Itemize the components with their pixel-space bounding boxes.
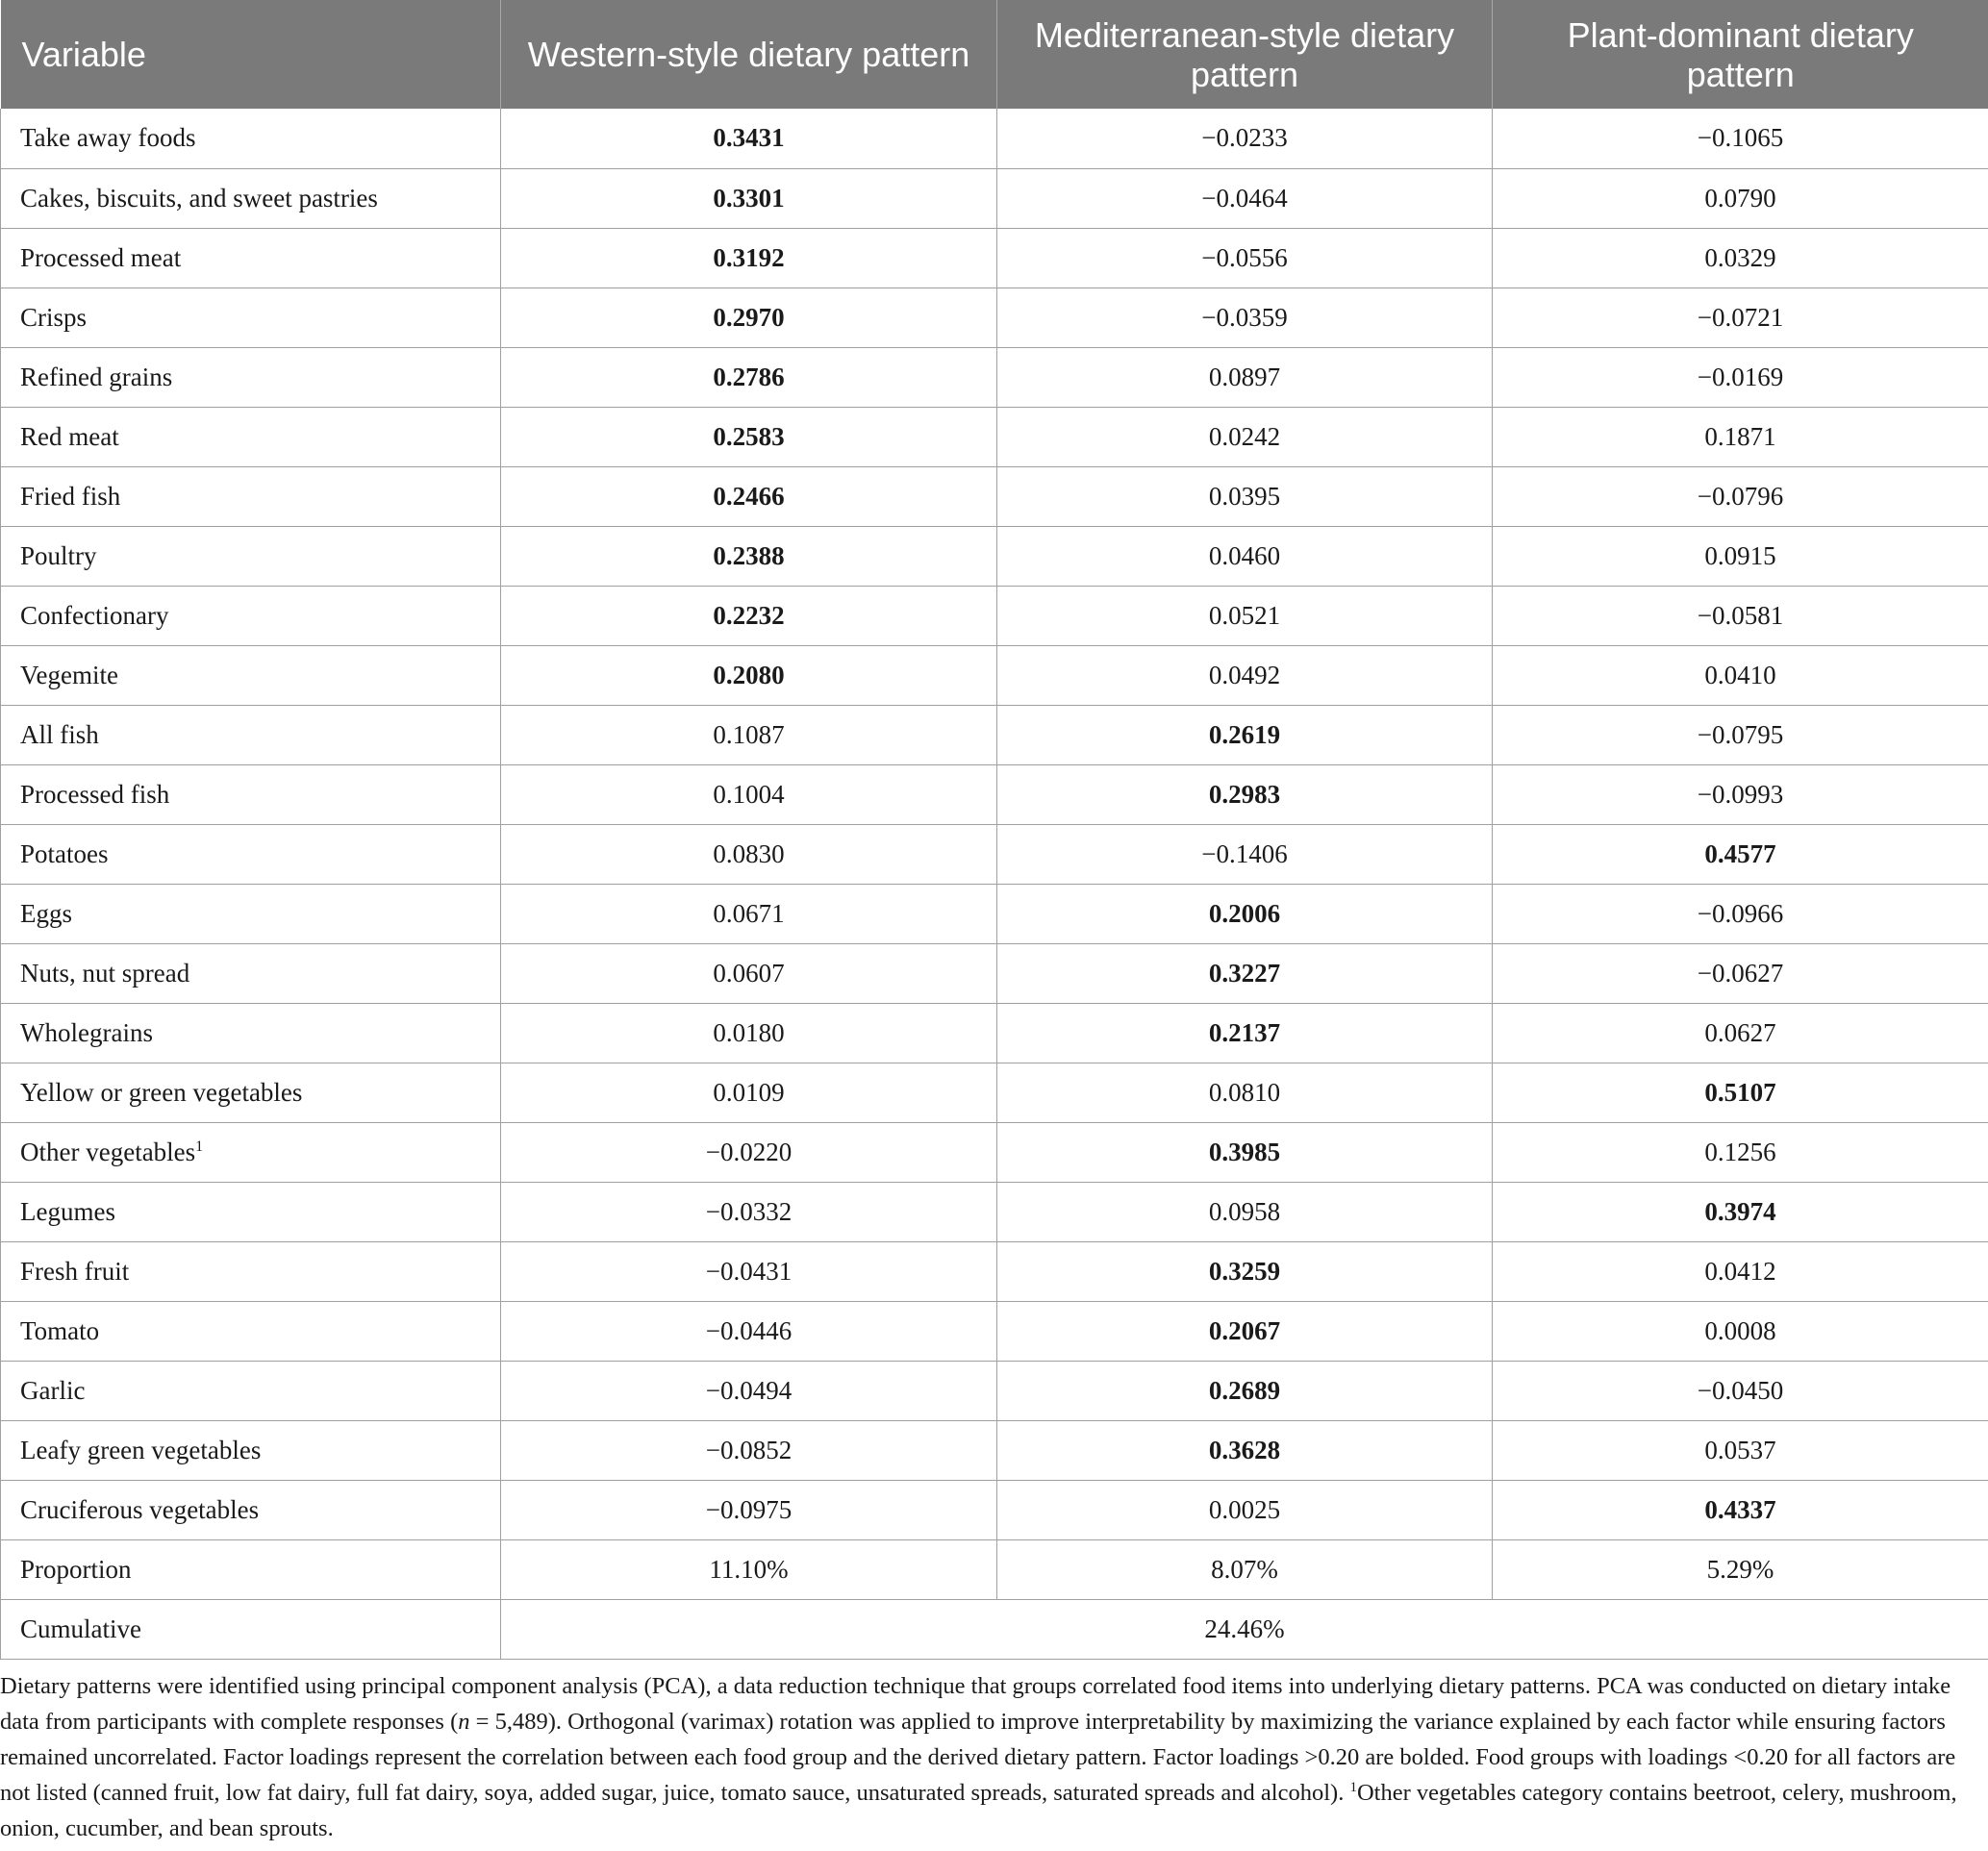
plant-cell: 0.0915 — [1493, 526, 1988, 586]
variable-cell — [1, 466, 501, 526]
plant-cell: 0.4577 — [1493, 824, 1988, 884]
variable-cell — [1, 347, 501, 407]
table-row — [1, 586, 1988, 645]
footnote-note: Other vegetables category contains beetroot, celery, mushroom, onion, cucumber, and bean sprouts. — [0, 1780, 1957, 1841]
western-cell: 0.3301 — [501, 168, 997, 228]
header-row — [1, 0, 1988, 109]
table-row — [1, 1361, 1988, 1420]
variable-cell — [1, 1361, 501, 1420]
western-cell: −0.0332 — [501, 1182, 997, 1241]
footnote-n-value: = 5,489). Orthogonal (varimax) rotation was applied to improve interpretability by maximizing the variance explained by each factor while ensuring factors remained uncorrelated. Factor loadings represent the correlation between each food group and the derived dietary pattern. Factor loadings >0.20 are bolded. Food groups with loadings <0.20 for all factors are not listed (canned fruit, low fat dairy, full fat dairy, soya, added sugar, juice, tomato sauce, unsaturated spreads, saturated spreads and alcohol). — [0, 1709, 1956, 1806]
variable-label: Proportion — [20, 1554, 132, 1584]
variable-cell — [1, 1420, 501, 1480]
variable-cell — [1, 943, 501, 1003]
mediterranean-cell: 0.2983 — [997, 764, 1493, 824]
table-row — [1, 228, 1988, 288]
table-row — [1, 109, 1988, 168]
variable-cell — [1, 288, 501, 347]
variable-label: Leafy green vegetables — [20, 1435, 262, 1464]
variable-label: Vegemite — [20, 660, 118, 689]
plant-cell: −0.0993 — [1493, 764, 1988, 824]
table-row — [1, 884, 1988, 943]
western-cell: 0.0180 — [501, 1003, 997, 1063]
variable-label: Yellow or green vegetables — [20, 1077, 303, 1107]
table-row — [1, 1301, 1988, 1361]
plant-cell: −0.0966 — [1493, 884, 1988, 943]
variable-cell — [1, 168, 501, 228]
header-variable: Variable — [1, 0, 501, 109]
header-western: Western-style dietary pattern — [501, 0, 997, 109]
table-footnote — [0, 1668, 1972, 1846]
western-cell: 0.3192 — [501, 228, 997, 288]
variable-label: All fish — [20, 719, 99, 749]
western-cell: 0.2080 — [501, 645, 997, 705]
plant-cell: 0.0412 — [1493, 1241, 1988, 1301]
mediterranean-cell: 0.0897 — [997, 347, 1493, 407]
mediterranean-cell: 0.0395 — [997, 466, 1493, 526]
table-row — [1, 1063, 1988, 1122]
variable-cell — [1, 1182, 501, 1241]
table-row — [1, 407, 1988, 466]
cumulative-value: 24.46% — [501, 1599, 1988, 1659]
plant-cell: 0.0790 — [1493, 168, 1988, 228]
western-cell: 0.0109 — [501, 1063, 997, 1122]
variable-cell — [1, 1063, 501, 1122]
plant-cell: 0.0329 — [1493, 228, 1988, 288]
mediterranean-cell: 0.2067 — [997, 1301, 1493, 1361]
variable-cell — [1, 1241, 501, 1301]
western-cell: −0.0431 — [501, 1241, 997, 1301]
table-row — [1, 1003, 1988, 1063]
western-cell: 0.0607 — [501, 943, 997, 1003]
mediterranean-cell: 0.2689 — [997, 1361, 1493, 1420]
mediterranean-cell: 0.3227 — [997, 943, 1493, 1003]
plant-cell: 0.3974 — [1493, 1182, 1988, 1241]
variable-label: Garlic — [20, 1375, 86, 1405]
mediterranean-cell: −0.0359 — [997, 288, 1493, 347]
table-body — [1, 109, 1988, 1659]
plant-cell: 5.29% — [1493, 1539, 1988, 1599]
variable-label: Poultry — [20, 540, 97, 570]
table-row — [1, 1539, 1988, 1599]
table-row — [1, 466, 1988, 526]
western-cell: 0.2466 — [501, 466, 997, 526]
mediterranean-cell: 0.0810 — [997, 1063, 1493, 1122]
plant-cell: 0.0008 — [1493, 1301, 1988, 1361]
western-cell: 0.1087 — [501, 705, 997, 764]
variable-cell — [1, 764, 501, 824]
header-plant: Plant-dominant dietary pattern — [1493, 0, 1988, 109]
variable-label: Fried fish — [20, 481, 121, 511]
variable-cell — [1, 824, 501, 884]
plant-cell: −0.0627 — [1493, 943, 1988, 1003]
mediterranean-cell: −0.0464 — [997, 168, 1493, 228]
plant-cell: −0.0795 — [1493, 705, 1988, 764]
variable-cell — [1, 228, 501, 288]
variable-label: Tomato — [20, 1315, 100, 1345]
footnote-main: Dietary patterns were identified using principal component analysis (PCA), a data reduction technique that groups correlated food items into underlying dietary patterns. PCA was conducted on dietary intake data from participants with complete responses ( — [0, 1673, 1951, 1735]
plant-cell: −0.0581 — [1493, 586, 1988, 645]
plant-cell: 0.4337 — [1493, 1480, 1988, 1539]
mediterranean-cell: 0.3628 — [997, 1420, 1493, 1480]
table-row — [1, 705, 1988, 764]
variable-label: Red meat — [20, 421, 119, 451]
variable-label: Processed fish — [20, 779, 170, 809]
plant-cell: 0.0410 — [1493, 645, 1988, 705]
footnote-marker: 1 — [195, 1138, 204, 1155]
western-cell: 0.3431 — [501, 109, 997, 168]
table-header — [1, 0, 1988, 109]
variable-label: Crisps — [20, 302, 88, 332]
mediterranean-cell: 0.0460 — [997, 526, 1493, 586]
variable-label: Take away foods — [20, 123, 196, 153]
variable-cell — [1, 526, 501, 586]
variable-label: Cakes, biscuits, and sweet pastries — [20, 183, 378, 213]
variable-label: Potatoes — [20, 838, 109, 868]
variable-label: Fresh fruit — [20, 1256, 130, 1286]
western-cell: 0.2583 — [501, 407, 997, 466]
variable-cell — [1, 884, 501, 943]
variable-cell — [1, 705, 501, 764]
variable-cell — [1, 407, 501, 466]
western-cell: −0.0494 — [501, 1361, 997, 1420]
plant-cell: −0.0450 — [1493, 1361, 1988, 1420]
cumulative-row — [1, 1599, 1988, 1659]
header-mediterranean: Mediterranean-style dietary pattern — [997, 0, 1493, 109]
mediterranean-cell: 0.3259 — [997, 1241, 1493, 1301]
table-row — [1, 347, 1988, 407]
variable-cell — [1, 1301, 501, 1361]
variable-label: Other vegetables — [20, 1137, 196, 1166]
mediterranean-cell: −0.0556 — [997, 228, 1493, 288]
mediterranean-cell: 0.0242 — [997, 407, 1493, 466]
footnote-n-variable: n — [458, 1709, 470, 1735]
plant-cell: 0.5107 — [1493, 1063, 1988, 1122]
mediterranean-cell: 0.0025 — [997, 1480, 1493, 1539]
western-cell: 0.0671 — [501, 884, 997, 943]
western-cell: 0.2786 — [501, 347, 997, 407]
plant-cell: −0.0796 — [1493, 466, 1988, 526]
plant-cell: −0.1065 — [1493, 109, 1988, 168]
mediterranean-cell: 0.3985 — [997, 1122, 1493, 1182]
footnote-superscript: 1 — [1349, 1779, 1357, 1795]
mediterranean-cell: 0.0521 — [997, 586, 1493, 645]
table-row — [1, 645, 1988, 705]
mediterranean-cell: −0.1406 — [997, 824, 1493, 884]
plant-cell: 0.1871 — [1493, 407, 1988, 466]
western-cell: 0.2232 — [501, 586, 997, 645]
table-row — [1, 526, 1988, 586]
plant-cell: −0.0169 — [1493, 347, 1988, 407]
mediterranean-cell: 0.2137 — [997, 1003, 1493, 1063]
western-cell: 0.2388 — [501, 526, 997, 586]
variable-label: Cruciferous vegetables — [20, 1494, 260, 1524]
variable-cell — [1, 109, 501, 168]
table-row — [1, 764, 1988, 824]
mediterranean-cell: −0.0233 — [997, 109, 1493, 168]
table-row — [1, 943, 1988, 1003]
table-row — [1, 168, 1988, 228]
variable-label: Nuts, nut spread — [20, 958, 190, 988]
variable-label: Confectionary — [20, 600, 169, 630]
mediterranean-cell: 0.2619 — [997, 705, 1493, 764]
western-cell: −0.0446 — [501, 1301, 997, 1361]
cumulative-label: Cumulative — [1, 1599, 501, 1659]
variable-cell — [1, 1539, 501, 1599]
table-row — [1, 1241, 1988, 1301]
western-cell: 0.0830 — [501, 824, 997, 884]
variable-cell — [1, 1122, 501, 1182]
plant-cell: 0.1256 — [1493, 1122, 1988, 1182]
variable-cell — [1, 586, 501, 645]
western-cell: 0.2970 — [501, 288, 997, 347]
table-row — [1, 1480, 1988, 1539]
table-row — [1, 288, 1988, 347]
table-row — [1, 1182, 1988, 1241]
western-cell: −0.0852 — [501, 1420, 997, 1480]
western-cell: 0.1004 — [501, 764, 997, 824]
variable-cell — [1, 1003, 501, 1063]
plant-cell: 0.0537 — [1493, 1420, 1988, 1480]
plant-cell: −0.0721 — [1493, 288, 1988, 347]
western-cell: 11.10% — [501, 1539, 997, 1599]
variable-label: Eggs — [20, 898, 72, 928]
mediterranean-cell: 0.2006 — [997, 884, 1493, 943]
variable-label: Wholegrains — [20, 1017, 153, 1047]
mediterranean-cell: 0.0958 — [997, 1182, 1493, 1241]
variable-label: Processed meat — [20, 242, 182, 272]
variable-cell — [1, 645, 501, 705]
western-cell: −0.0975 — [501, 1480, 997, 1539]
table-row — [1, 824, 1988, 884]
plant-cell: 0.0627 — [1493, 1003, 1988, 1063]
variable-label: Refined grains — [20, 362, 173, 391]
western-cell: −0.0220 — [501, 1122, 997, 1182]
mediterranean-cell: 0.0492 — [997, 645, 1493, 705]
table-row — [1, 1420, 1988, 1480]
mediterranean-cell: 8.07% — [997, 1539, 1493, 1599]
variable-cell — [1, 1480, 501, 1539]
table-row — [1, 1122, 1988, 1182]
variable-label: Legumes — [20, 1196, 115, 1226]
